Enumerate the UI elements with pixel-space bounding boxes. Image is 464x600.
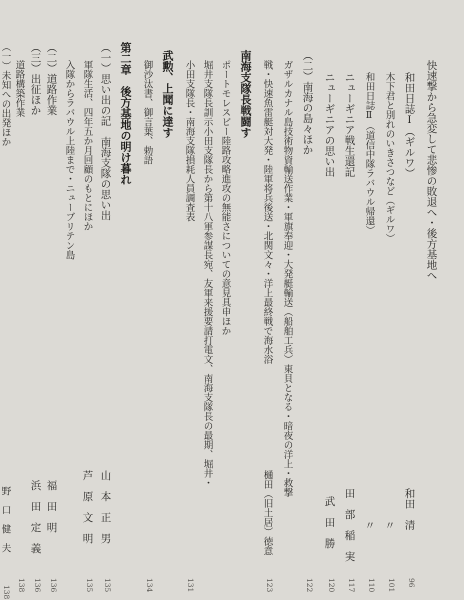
toc-page: 138 [17, 578, 26, 593]
toc-entry: 和田日誌Ⅰ（ギルワ） [403, 72, 416, 179]
toc-author: 樋田（旧土居）徳意 [261, 470, 273, 556]
toc-author: 田 部 稲 実 [343, 488, 356, 562]
toc-page: 135 [85, 578, 94, 593]
toc-author: 浜 田 定 義 [29, 480, 42, 554]
toc-author: 福 田 明 [45, 480, 58, 533]
chapter-heading: 第二章 後方基地の明け暮れ [119, 42, 132, 185]
toc-page: 122 [305, 578, 314, 593]
toc-entry: 和田日誌Ⅱ（道信中隊ラバウル帰還） [363, 72, 375, 235]
section-heading: 武勲、上聞に達す [161, 50, 174, 138]
toc-page: 123 [265, 578, 274, 593]
toc-page: 117 [347, 578, 356, 593]
toc-entry: 小田支隊長・南海支隊損耗人員調査表 [183, 60, 195, 222]
toc-page: 134 [145, 578, 154, 593]
toc-author: 和田 清 [403, 488, 416, 530]
toc-entry: ガザルカナル島技術物資輸送作業・軍旗奉迎・大発艇輸送（船舶工兵）東貝となる・暗夜の洋上・救撃 [281, 60, 293, 497]
toc-entry: （一）未知への出発ほか [0, 42, 11, 147]
toc-page: 96 [407, 578, 416, 588]
section-heading: 南海支隊長戦闘す [239, 50, 252, 138]
toc-page: 131 [186, 578, 195, 593]
toc-author: 〃 [363, 520, 376, 531]
toc-page: 120 [327, 578, 336, 593]
toc-entry: （一）思い出の記 南海支隊の思い出 [99, 42, 112, 221]
toc-page: 136 [33, 578, 42, 593]
toc-author: 芦 原 文 明 [81, 470, 94, 544]
toc-entry: 軍隊生活、四年五か月回顧のもとにほか [81, 60, 93, 231]
toc-entry: ニューギニア戦生還記 [343, 72, 356, 177]
toc-page: 136 [49, 578, 58, 593]
toc-entry: （三）出征ほか [29, 42, 42, 116]
toc-entry: ニューギニアの思い出 [323, 72, 336, 177]
toc-page: 101 [387, 578, 396, 593]
toc-entry: 道路構築作業 [13, 60, 25, 117]
toc-author: 山 本 正 男 [99, 470, 112, 544]
toc-page: 135 [103, 578, 112, 593]
toc-author: 〃 [383, 520, 396, 531]
toc-entry: 御沙汰書、御言葉、勅語 [141, 60, 153, 165]
toc-author: 武 田 勝 [323, 496, 336, 549]
toc-entry: 快速撃から急変して悲惨の敗退へ・後方基地へ [425, 60, 438, 281]
toc-entry: （二）道路作業 [45, 42, 58, 116]
toc-entry: 入隊からラバウル上陸まで・ニューブリテン島 [63, 60, 75, 260]
toc-entry: 戦・快速魚雷艇対大発・陸軍将兵後送・北関文々・洋上最終戦で海水浴 [261, 60, 273, 364]
toc-entry: （二）南海の島々ほか [301, 50, 314, 155]
toc-entry: 木下君と別れのいきさつなど（ギルワ） [383, 72, 395, 243]
toc-entry: 堀井支隊長訓示小田支隊長から第十八軍参謀長宛、友軍来援要請打電文、南海支隊長の最期、堀井・ [201, 60, 213, 488]
toc-entry: ポートモレスビー陸路攻略進攻の無能さについての意見具申ほか [219, 60, 231, 336]
toc-page: 138 [2, 585, 11, 600]
toc-page: 110 [367, 578, 376, 593]
toc-author: 野 口 健 夫 [0, 486, 11, 553]
